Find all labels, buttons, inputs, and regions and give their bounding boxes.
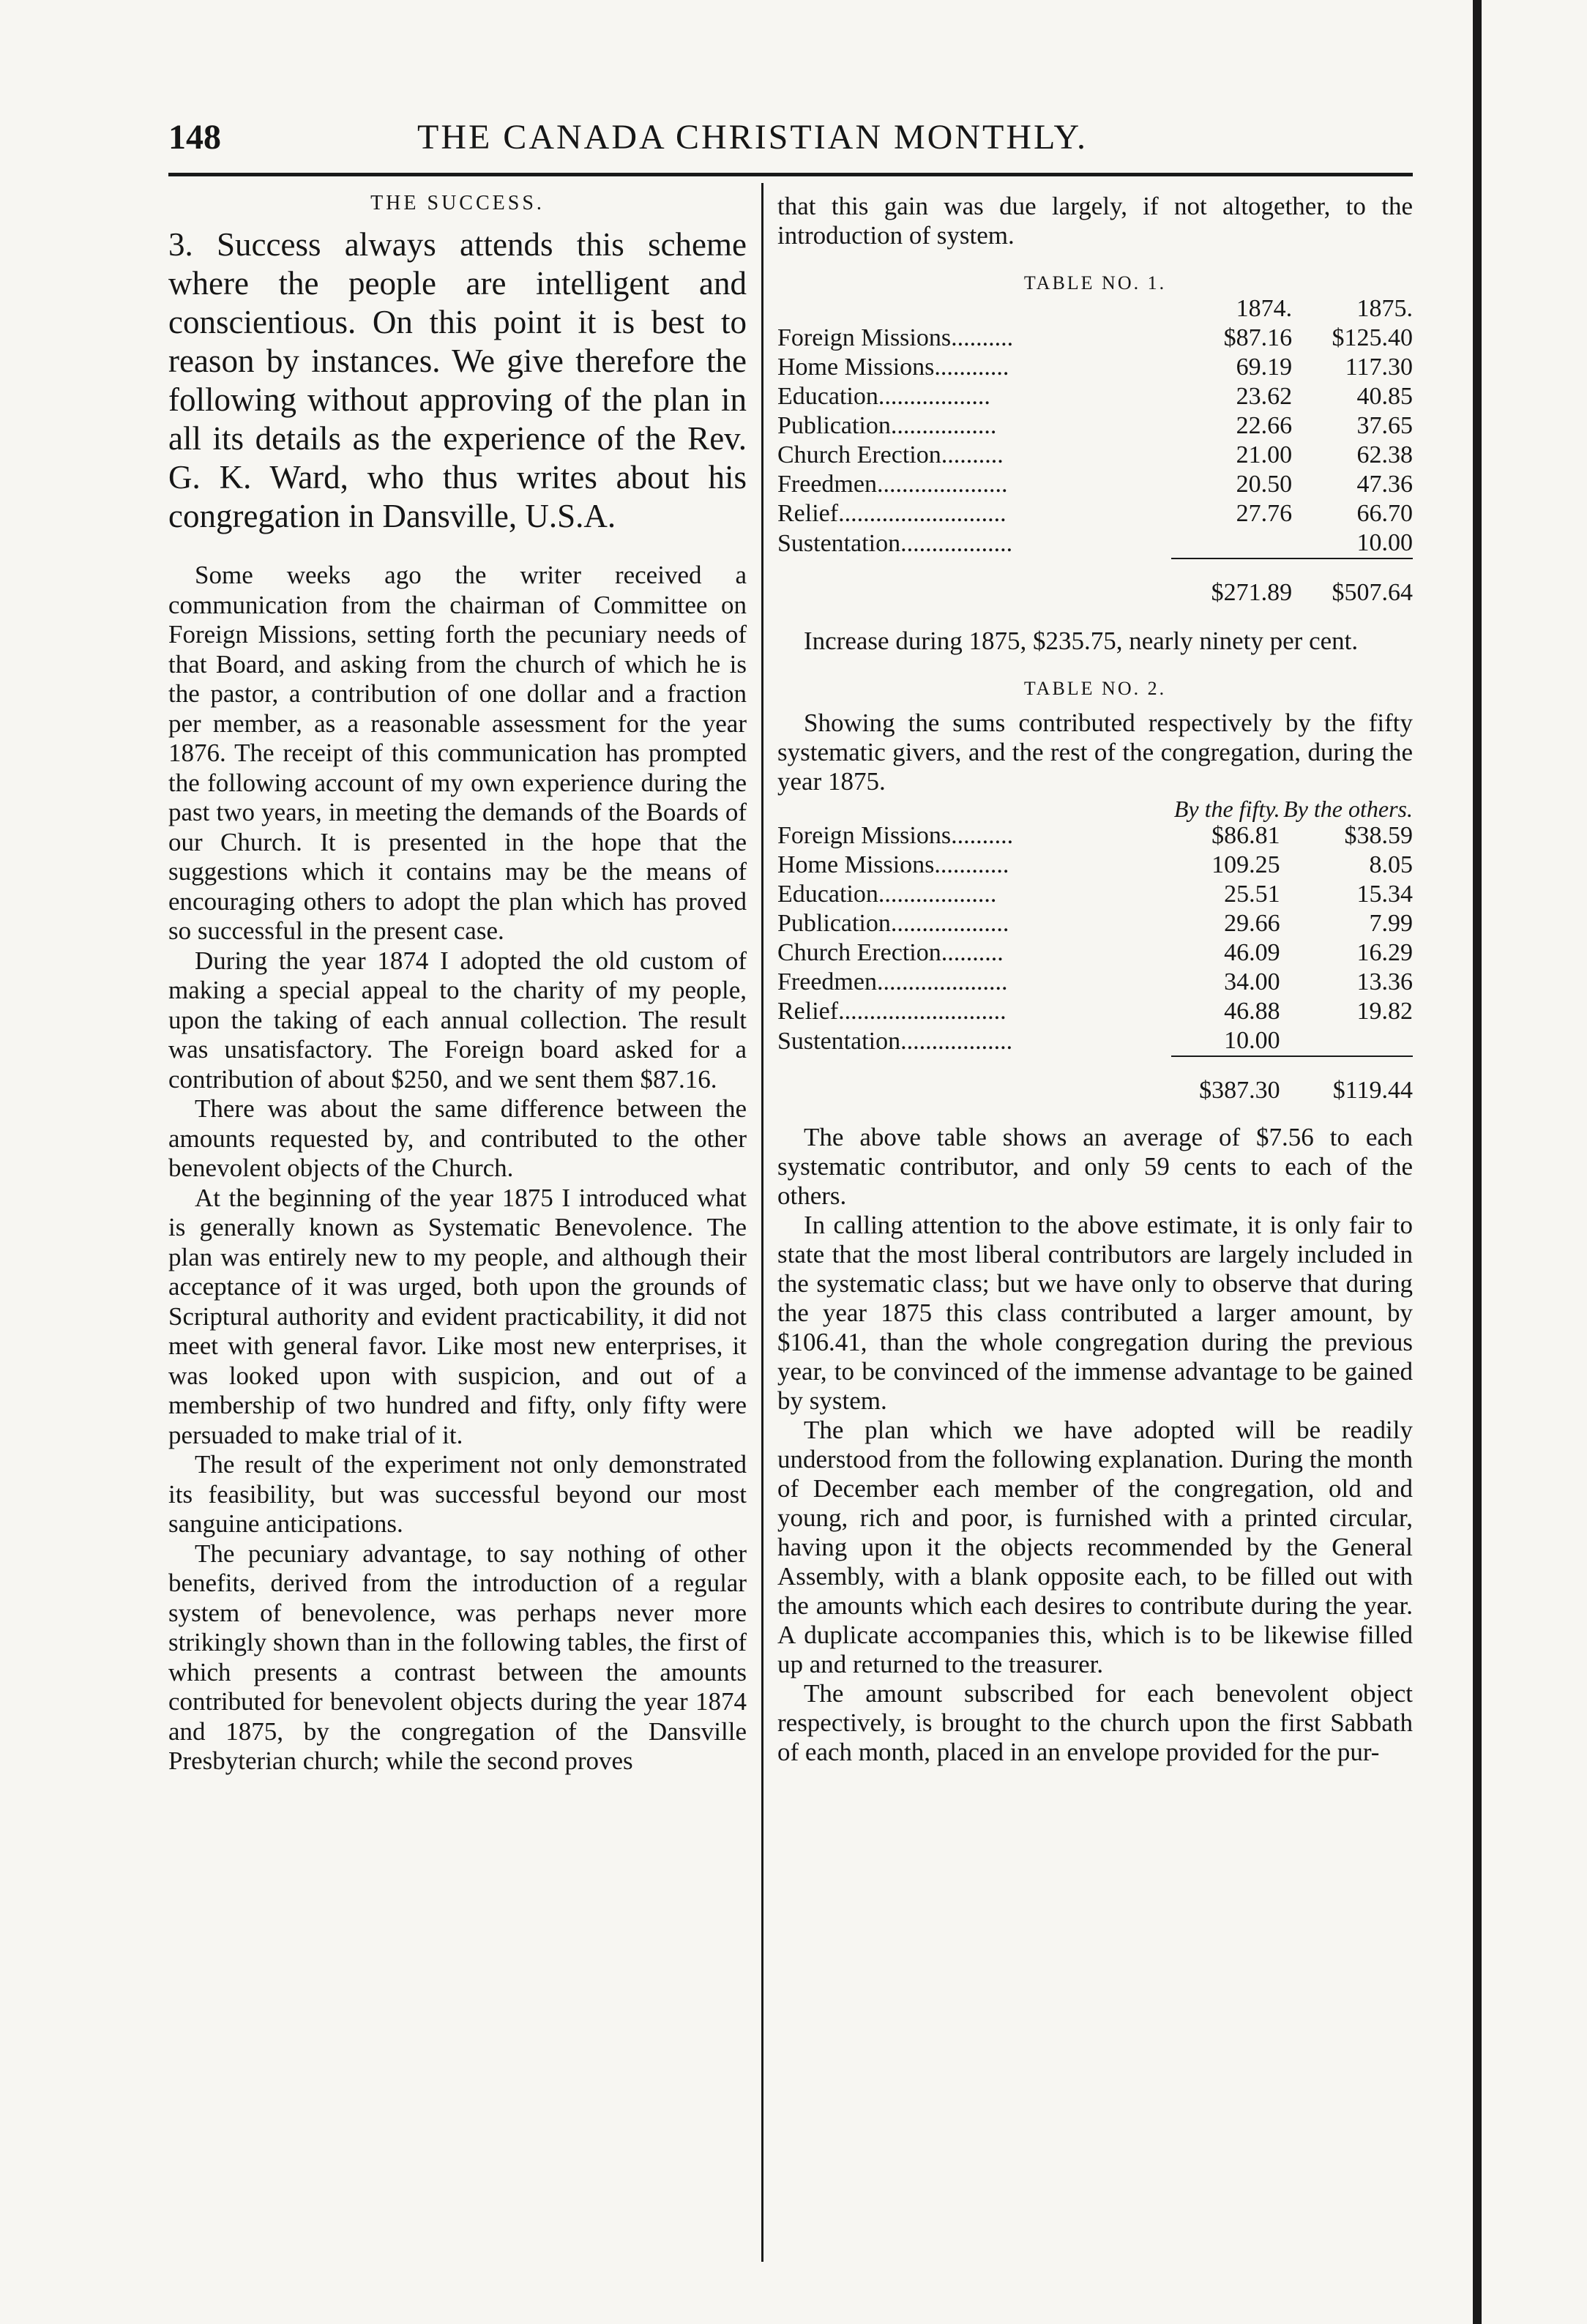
paragraph: At the beginning of the year 1875 I introduced what is generally known as Systematic Benevolence. The plan was entirely new to my people, and although their acceptance of it was urged, both upon the grounds of Scriptural authority and evident practicability, it did not meet with general favor. Like most new enterprises, it was looked upon with suspicion, and out of a membership of two hundred and fifty, only fifty were persuaded to make trial of it. bbox=[168, 1183, 747, 1449]
table-1 bbox=[777, 294, 1413, 608]
row-label: Education................... bbox=[777, 881, 997, 908]
table-row bbox=[777, 382, 1413, 411]
row-value-b: 47.36 bbox=[1356, 471, 1413, 498]
table-row bbox=[777, 796, 1413, 821]
row-value-b: $38.59 bbox=[1344, 822, 1413, 849]
row-value-b: $125.40 bbox=[1332, 324, 1413, 351]
row-value-b: 7.99 bbox=[1369, 910, 1413, 937]
row-value-a: 27.76 bbox=[1236, 500, 1293, 527]
section-heading: THE SUCCESS. bbox=[370, 192, 545, 214]
row-value-a: 46.09 bbox=[1224, 939, 1280, 966]
row-value-a: 23.62 bbox=[1236, 383, 1293, 410]
row-value-b: 117.30 bbox=[1345, 354, 1413, 381]
row-label: Publication................. bbox=[777, 412, 997, 439]
intro-paragraph: 3. Success always attends this scheme where the people are intelligent and conscientious. On this point it is best to reason by instances. We give therefore the following without approving of the plan in all its details as the experience of the Rev. G. K. Ward, who thus writes about his congregation in Dansville, U.S.A. bbox=[168, 226, 747, 534]
row-value-a: 46.88 bbox=[1224, 998, 1280, 1025]
row-value-b: 10.00 bbox=[1356, 529, 1413, 556]
row-label: Freedmen..................... bbox=[777, 968, 1008, 995]
table-1-col-a-header: 1874. bbox=[1236, 295, 1293, 322]
table-row bbox=[777, 411, 1413, 441]
row-value-b: 19.82 bbox=[1356, 998, 1413, 1025]
column-divider bbox=[761, 183, 763, 2262]
table-row bbox=[777, 353, 1413, 382]
table-row bbox=[777, 528, 1413, 558]
row-value-a: $86.81 bbox=[1211, 822, 1280, 849]
table-2-total-a: $387.30 bbox=[1171, 1056, 1280, 1105]
row-label: Sustentation.................. bbox=[777, 1027, 1013, 1055]
left-column bbox=[168, 192, 747, 1776]
paragraph: The above table shows an average of $7.56 to each systematic contributor, and only 59 cents to each of the others. bbox=[777, 1123, 1413, 1210]
header-rule bbox=[168, 173, 1413, 176]
table-2-title: TABLE NO. 2. bbox=[1023, 678, 1167, 699]
row-value-b bbox=[1280, 1026, 1413, 1056]
table-2 bbox=[777, 796, 1413, 1105]
table-row bbox=[777, 1026, 1413, 1056]
table-row bbox=[777, 938, 1413, 968]
paragraph: The result of the experiment not only demonstrated its feasibility, but was successful beyond our most sanguine anticipations. bbox=[168, 1450, 747, 1538]
table-1-col-b-header: 1875. bbox=[1356, 295, 1413, 322]
row-label: Home Missions............ bbox=[777, 354, 1009, 381]
page-header bbox=[168, 117, 1413, 168]
paragraph: The plan which we have adopted will be readily understood from the following explanation. During the month of December each member of the congregation, old and young, rich and poor, is furnished with a printed circular, having upon it the objects recommended by the General Assembly, with a blank opposite each, to be filled out with the amounts which each desires to contribute during the year. A duplicate accompanies this, which is to be likewise filled up and returned to the treasurer. bbox=[777, 1416, 1413, 1678]
table-1-title: TABLE NO. 1. bbox=[1023, 272, 1167, 294]
table-2-caption: Showing the sums contributed respectively by the fifty systematic givers, and the rest of the congregation, during the year 1875. bbox=[777, 709, 1413, 796]
page-number: 148 bbox=[168, 118, 221, 157]
paragraph: The amount subscribed for each benevolent object respectively, is brought to the church upon the first Sabbath of each month, placed in an envelope provided for the pur- bbox=[777, 1679, 1413, 1766]
row-label: Church Erection.......... bbox=[777, 441, 1004, 468]
row-label: Home Missions............ bbox=[777, 851, 1009, 878]
row-value-b: 8.05 bbox=[1369, 851, 1413, 878]
table-row bbox=[777, 909, 1413, 938]
row-value-a: 109.25 bbox=[1211, 851, 1280, 878]
table-row bbox=[777, 997, 1413, 1026]
right-column bbox=[777, 192, 1413, 1767]
row-value-b: 13.36 bbox=[1356, 968, 1413, 995]
row-label: Freedmen..................... bbox=[777, 471, 1008, 498]
row-value-b: 40.85 bbox=[1356, 383, 1413, 410]
row-value-a: 21.00 bbox=[1236, 441, 1293, 468]
table-row bbox=[777, 821, 1413, 851]
running-title: THE CANADA CHRISTIAN MONTHLY. bbox=[417, 118, 1088, 157]
table-2-col-b-header: By the others. bbox=[1283, 796, 1413, 822]
table-row bbox=[777, 470, 1413, 499]
row-label: Education.................. bbox=[777, 383, 990, 410]
row-value-a: 69.19 bbox=[1236, 354, 1293, 381]
table-row bbox=[777, 558, 1413, 608]
table-2-col-a-header: By the fifty. bbox=[1173, 796, 1280, 822]
row-value-b: 16.29 bbox=[1356, 939, 1413, 966]
increase-paragraph: Increase during 1875, $235.75, nearly ninety per cent. bbox=[804, 627, 1359, 655]
paragraph: During the year 1874 I adopted the old custom of making a special appeal to the charity of my people, upon the taking of each annual collection. The result was unsatisfactory. The Foreign board asked for a contribution of about $250, and we sent them $87.16. bbox=[168, 946, 747, 1094]
binding-edge-rule bbox=[1473, 0, 1482, 2324]
row-value-b: 62.38 bbox=[1356, 441, 1413, 468]
table-row bbox=[777, 1056, 1413, 1105]
row-label: Relief........................... bbox=[777, 998, 1007, 1025]
row-value-a: 20.50 bbox=[1236, 471, 1293, 498]
table-row bbox=[777, 968, 1413, 997]
paragraph: There was about the same difference between the amounts requested by, and contributed to the other benevolent objects of the Church. bbox=[168, 1094, 747, 1182]
paragraph: Some weeks ago the writer received a communication from the chairman of Committee on Foreign Missions, setting forth the pecuniary needs of that Board, and asking from the church of which he is the pastor, a contribution of one dollar and a fraction per member, as a reasonable assessment for the year 1876. The receipt of this communication has prompted the following account of my own experience during the past two years, in meeting the demands of the Boards of our Church. It is presented in the hope that the suggestions which it contains may be the means of encouraging others to adopt the plan which has proved so successful in the present case. bbox=[168, 561, 747, 945]
row-value-a: 29.66 bbox=[1224, 910, 1280, 937]
row-value-a: 25.51 bbox=[1224, 881, 1280, 908]
row-label: Relief........................... bbox=[777, 500, 1007, 527]
table-row bbox=[777, 880, 1413, 909]
table-row bbox=[777, 499, 1413, 528]
row-value-a: 10.00 bbox=[1224, 1027, 1280, 1054]
table-row bbox=[777, 294, 1413, 324]
row-label: Foreign Missions.......... bbox=[777, 324, 1014, 351]
row-label: Church Erection.......... bbox=[777, 939, 1004, 966]
row-value-b: 66.70 bbox=[1356, 500, 1413, 527]
row-value-a bbox=[1171, 528, 1292, 558]
continuation-paragraph: that this gain was due largely, if not altogether, to the introduction of system. bbox=[777, 192, 1413, 250]
row-value-a: 34.00 bbox=[1224, 968, 1280, 995]
row-value-b: 15.34 bbox=[1356, 881, 1413, 908]
row-label: Foreign Missions.......... bbox=[777, 822, 1014, 849]
row-value-a: 22.66 bbox=[1236, 412, 1293, 439]
row-value-a: $87.16 bbox=[1223, 324, 1293, 351]
table-row bbox=[777, 441, 1413, 470]
row-label: Publication................... bbox=[777, 910, 1009, 937]
table-row bbox=[777, 324, 1413, 353]
table-2-total-b: $119.44 bbox=[1280, 1056, 1413, 1105]
paragraph: In calling attention to the above estimate, it is only fair to state that the most liberal contributors are largely included in the systematic class; but we have only to observe that during the year 1875 this class contributed a larger amount, by $106.41, than the whole congregation during the previous year, to be convinced of the immense advantage to be gained by system. bbox=[777, 1211, 1413, 1415]
row-value-b: 37.65 bbox=[1356, 412, 1413, 439]
table-row bbox=[777, 851, 1413, 880]
table-1-total-a: $271.89 bbox=[1171, 558, 1292, 608]
row-label: Sustentation.................. bbox=[777, 529, 1013, 557]
table-1-total-b: $507.64 bbox=[1292, 558, 1413, 608]
paragraph: The pecuniary advantage, to say nothing of other benefits, derived from the introduction of a regular system of benevolence, was perhaps never more strikingly shown than in the following tables, the first of which presents a contrast between the amounts contributed for benevolent objects during the year 1874 and 1875, by the congregation of the Dansville Presbyterian church; while the second proves bbox=[168, 1539, 747, 1775]
